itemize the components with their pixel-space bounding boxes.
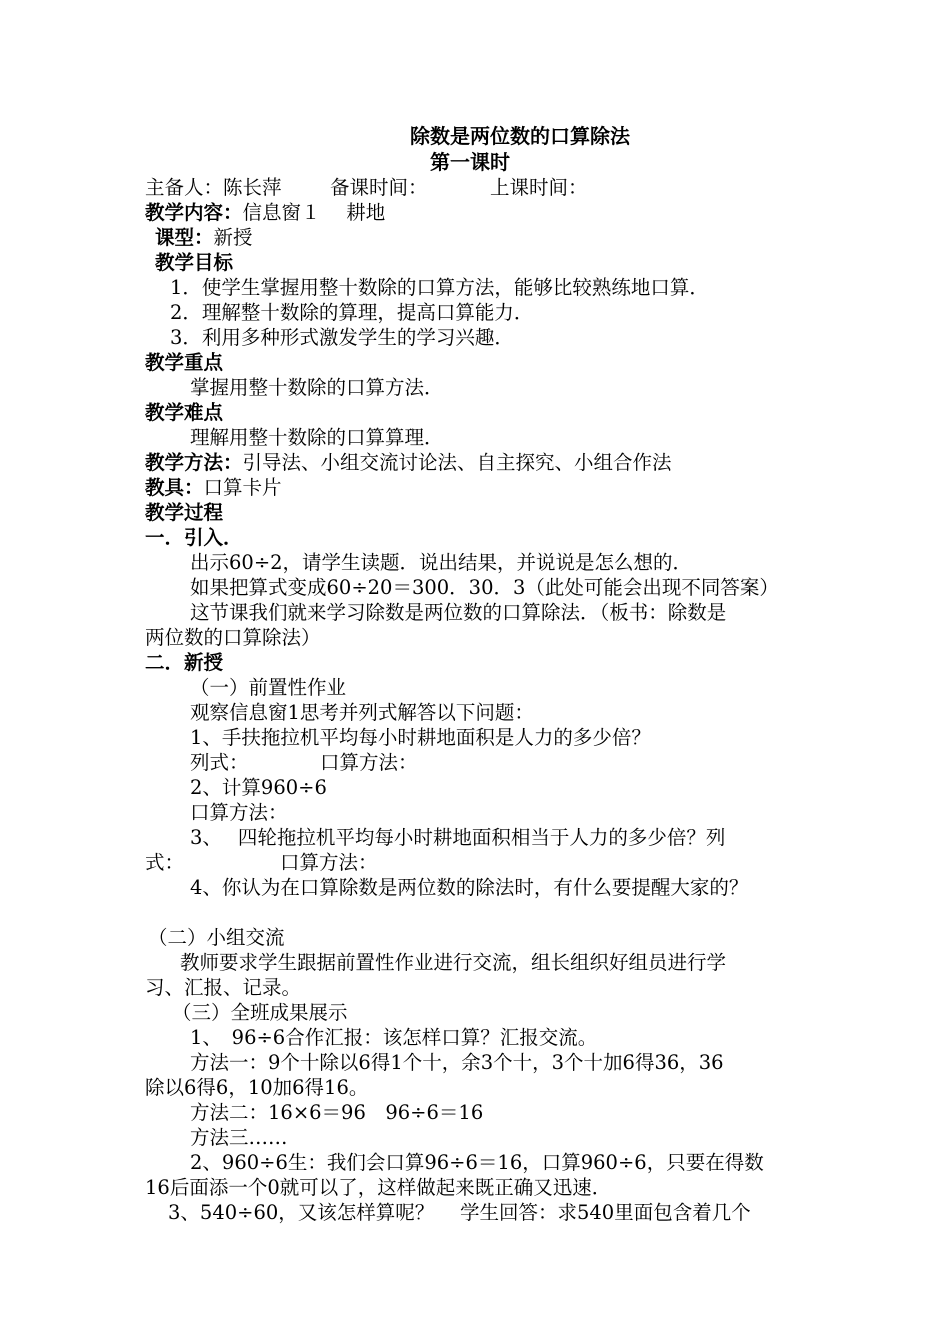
lesson-type-row [155, 225, 253, 250]
prep-time: 备课时间： [330, 176, 428, 199]
paragraph-line: 4、你认为在口算除数是两位数的除法时，有什么要提醒大家的？ [190, 876, 749, 899]
mental-method-label: 口算方法： [280, 851, 378, 874]
key-point-heading: 教学重点 [145, 351, 224, 374]
subsection-heading: （三）全班成果展示 [172, 1001, 348, 1024]
paragraph-line: 方法三…… [190, 1126, 288, 1149]
objective-item: 3．利用多种形式激发学生的学习兴趣． [170, 326, 514, 349]
paragraph-line: 习、汇报、记录。 [145, 976, 302, 999]
paragraph-line: 方法一：9个十除以6得1个十，余3个十，3个十加6得36，36 [190, 1051, 724, 1074]
paragraph-line: 16后面添一个0就可以了，这样做起来既正确又迅速． [145, 1176, 612, 1199]
methods-label: 教学方法： [145, 451, 243, 474]
key-point-text: 掌握用整十数除的口算方法． [190, 376, 444, 399]
paragraph-line: 2、960÷6生：我们会口算96÷6＝16，口算960÷6，只要在得数 [190, 1151, 764, 1174]
class-time: 上课时间： [490, 176, 588, 199]
paragraph-line: 3、 四轮拖拉机平均每小时耕地面积相当于人力的多少倍？列 [190, 826, 726, 849]
paragraph-line: 观察信息窗1思考并列式解答以下问题： [190, 701, 534, 724]
paragraph-line: 方法二：16×6＝96 96÷6＝16 [190, 1101, 484, 1124]
paragraph-line: 1、手扶拖拉机平均每小时耕地面积是人力的多少倍？ [190, 726, 651, 749]
tools-row [145, 475, 282, 500]
subsection-heading: （二）小组交流 [148, 926, 285, 949]
methods-row [145, 450, 672, 475]
paragraph-line: 出示60÷2，请学生读题．说出结果，并说说是怎么想的． [190, 551, 693, 574]
methods-value: 引导法、小组交流讨论法、自主探究、小组合作法 [242, 451, 672, 474]
page-subtitle: 第一课时 [430, 150, 510, 174]
lesson-type-label: 课型： [155, 226, 214, 249]
content-row [145, 200, 385, 225]
paragraph-line: 如果把算式变成60÷20＝300．30．3（此处可能会出现不同答案） [190, 576, 779, 599]
process-heading: 教学过程 [145, 501, 224, 524]
paragraph-line: 这节课我们就来学习除数是两位数的口算除法．（板书：除数是 [190, 601, 727, 624]
preparer: 主备人：陈长萍 [145, 176, 282, 199]
paragraph-line: 两位数的口算除法） [145, 626, 321, 649]
tools-label: 教具： [145, 476, 204, 499]
page-title: 除数是两位数的口算除法 [410, 124, 630, 148]
subsection-heading: （一）前置性作业 [190, 676, 347, 699]
objective-item: 1．使学生掌握用整十数除的口算方法，能够比较熟练地口算． [170, 276, 709, 299]
paragraph-line: 除以6得6，10加6得16。 [145, 1076, 369, 1099]
part2-heading: 二．新授 [145, 651, 224, 674]
difficulty-text: 理解用整十数除的口算算理． [190, 426, 444, 449]
objective-item: 2．理解整十数除的算理，提高口算能力． [170, 301, 534, 324]
paragraph-line: 1、 96÷6合作汇报：该怎样口算？汇报交流。 [190, 1026, 598, 1049]
objectives-heading: 教学目标 [155, 251, 234, 274]
paragraph-line: 教师要求学生跟据前置性作业进行交流，组长组织好组员进行学 [180, 951, 727, 974]
difficulty-heading: 教学难点 [145, 401, 224, 424]
content-label: 教学内容： [145, 201, 243, 224]
paragraph-line: 2、计算960÷6 [190, 776, 327, 799]
formula-label: 列式： [190, 751, 249, 774]
part1-heading: 一．引入． [145, 526, 243, 549]
content-value: 信息窗１ 耕地 [242, 201, 386, 224]
lesson-type-value: 新授 [213, 226, 253, 249]
paragraph-line: 3、540÷60，又该怎样算呢？ 学生回答：求540里面包含着几个 [168, 1201, 751, 1224]
tools-value: 口算卡片 [203, 476, 282, 499]
formula-label: 式： [145, 851, 185, 874]
paragraph-line: 口算方法： [190, 801, 288, 824]
mental-method-label: 口算方法： [320, 751, 418, 774]
